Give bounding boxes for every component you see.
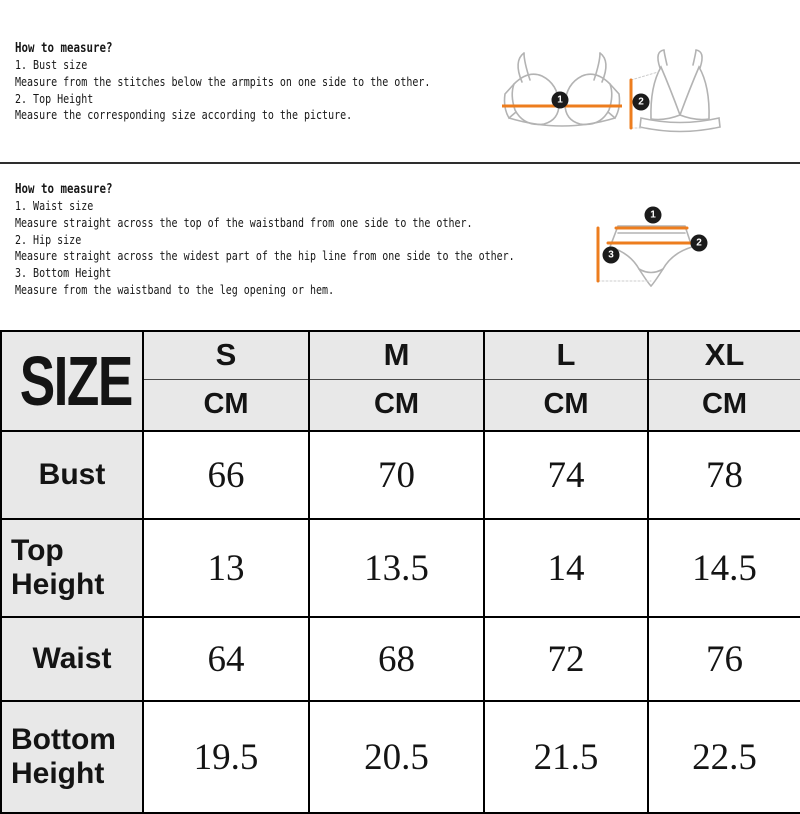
- row-label-bust: Bust: [1, 431, 143, 519]
- column-header-s: S: [143, 331, 309, 379]
- size-header-row: [1, 331, 800, 379]
- how-to-measure-bottom-section: [15, 181, 515, 299]
- instruction-hip-size-label: 2. Hip size: [15, 231, 82, 247]
- size-corner-label: SIZE: [19, 342, 132, 420]
- bust-value-m: 70: [309, 431, 484, 519]
- table-row-top-height: [1, 519, 800, 617]
- row-label-waist: Waist: [1, 617, 143, 701]
- row-label-top-height: Top Height: [1, 519, 143, 617]
- column-header-xl: XL: [648, 331, 800, 379]
- badge-hip-2: 2: [691, 235, 708, 252]
- bikini-bottom-diagram: [588, 188, 706, 296]
- row-label-bottom-height: Bottom Height: [1, 701, 143, 813]
- top-height-value-xl: 14.5: [648, 519, 800, 617]
- instruction-bottom-height-label: 3. Bottom Height: [15, 265, 112, 281]
- bust-value-s: 66: [143, 431, 309, 519]
- table-row-waist: [1, 617, 800, 701]
- instruction-bust-size-label: 1. Bust size: [15, 57, 88, 72]
- instruction-waist-size-desc: Measure straight across the top of the waistband from one side to the other.: [15, 214, 473, 230]
- bust-value-l: 74: [484, 431, 648, 519]
- waist-value-l: 72: [484, 617, 648, 701]
- waist-value-s: 64: [143, 617, 309, 701]
- bust-value-xl: 78: [648, 431, 800, 519]
- bottom-height-value-xl: 22.5: [648, 701, 800, 813]
- badge-waist-1: 1: [645, 207, 662, 224]
- instruction-bust-size-desc: Measure from the stitches below the armpits on one side to the other.: [15, 73, 431, 89]
- unit-cell-s: CM: [143, 379, 309, 431]
- badge-top-height-2: 2: [633, 94, 650, 111]
- instruction-waist-size-label: 1. Waist size: [15, 198, 94, 213]
- how-to-measure-title: How to measure?: [15, 181, 113, 197]
- size-corner-cell: [1, 331, 143, 431]
- instruction-top-height-label: 2. Top Height: [15, 90, 94, 106]
- unit-cell-l: CM: [484, 379, 648, 431]
- instruction-bottom-height-desc: Measure from the waistband to the leg opening or hem.: [15, 281, 335, 297]
- unit-cell-xl: CM: [648, 379, 800, 431]
- waist-value-m: 68: [309, 617, 484, 701]
- unit-cell-m: CM: [309, 379, 484, 431]
- badge-bust-1: 1: [552, 92, 569, 109]
- bottom-height-value-m: 20.5: [309, 701, 484, 813]
- top-height-value-l: 14: [484, 519, 648, 617]
- table-row-bottom-height: [1, 701, 800, 813]
- bottom-height-value-l: 21.5: [484, 701, 648, 813]
- instruction-top-height-desc: Measure the corresponding size according to the picture.: [15, 107, 353, 123]
- how-to-measure-top-section: [15, 40, 430, 124]
- instruction-hip-size-desc: Measure straight across the widest part of the hip line from one side to the other.: [15, 248, 515, 264]
- top-height-value-m: 13.5: [309, 519, 484, 617]
- badge-bottom-height-3: 3: [603, 247, 620, 264]
- waist-value-xl: 76: [648, 617, 800, 701]
- size-table: [0, 330, 800, 814]
- bottom-height-value-s: 19.5: [143, 701, 309, 813]
- column-header-m: M: [309, 331, 484, 379]
- table-row-bust: [1, 431, 800, 519]
- how-to-measure-title: How to measure?: [15, 40, 113, 56]
- section-divider: [0, 162, 800, 164]
- column-header-l: L: [484, 331, 648, 379]
- top-height-value-s: 13: [143, 519, 309, 617]
